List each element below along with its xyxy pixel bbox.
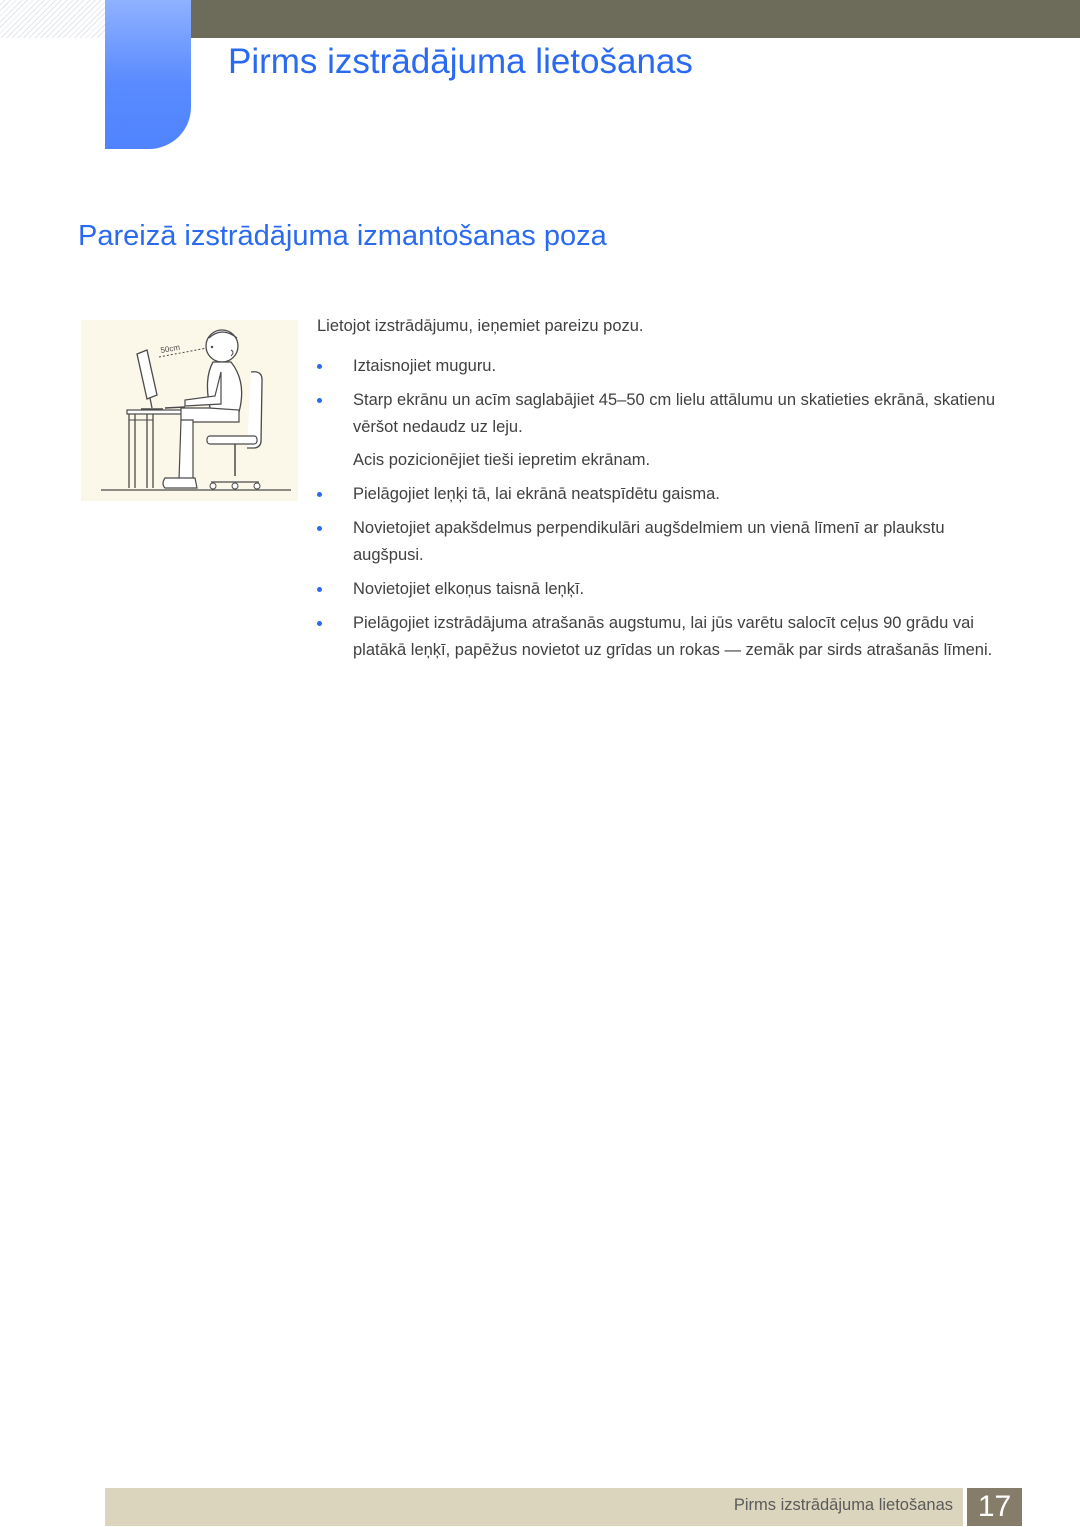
header-bar [190, 0, 1080, 38]
list-item [317, 353, 1007, 380]
bullet-icon [317, 526, 322, 531]
bullet-icon [317, 364, 322, 369]
list-item [317, 515, 1007, 569]
list-item-text: Iztaisnojiet muguru. [353, 357, 497, 375]
list-item-text: Pielāgojiet leņķi tā, lai ekrānā neatspīdētu gaisma. [353, 485, 720, 503]
distance-label: 50cm [159, 342, 181, 355]
posture-instructions [317, 313, 1007, 671]
bullet-icon [317, 398, 322, 403]
chair-wheel-right [254, 483, 260, 489]
list-item [317, 610, 1007, 664]
list-item [317, 481, 1007, 508]
header-hatch-decoration [0, 0, 105, 38]
chapter-title: Pirms izstrādājuma lietošanas [228, 42, 693, 81]
chapter-tab-decoration [105, 0, 191, 149]
bullet-icon [317, 492, 322, 497]
person-lower-leg [179, 420, 193, 480]
list-item-text: Novietojiet elkoņus taisnā leņķī. [353, 580, 585, 598]
list-item [317, 387, 1007, 474]
footer-bar [105, 1488, 963, 1526]
page-number: 17 [967, 1488, 1022, 1526]
section-title: Pareizā izstrādājuma izmantošanas poza [78, 220, 607, 252]
bullet-list [317, 353, 1007, 664]
list-item-text: Pielāgojiet izstrādājuma atrašanās augstumu, lai jūs varētu salocīt ceļus 90 grādu vai platākā leņķī, papēžus novietot uz grīdas un rokas — zemāk par sirds atrašanās līmeni. [353, 614, 993, 659]
monitor-screen [137, 350, 157, 399]
intro-text: Lietojot izstrādājumu, ieņemiet pareizu pozu. [317, 317, 644, 335]
chair-wheel-left [210, 483, 216, 489]
person-eye [211, 346, 213, 348]
list-item-text: Starp ekrānu un acīm saglabājiet 45–50 cm lielu attālumu un skatieties ekrānā, skatienu vēršot nedaudz uz leju. [353, 391, 996, 436]
footer-chapter-label: Pirms izstrādājuma lietošanas [733, 1496, 953, 1514]
list-item [317, 576, 1007, 603]
posture-illustration [81, 320, 298, 501]
chair-seat [207, 436, 257, 444]
list-item-subtext: Acis pozicionējiet tieši iepretim ekrānam. [353, 451, 651, 469]
chair-wheel-mid [232, 483, 238, 489]
monitor-stand [150, 398, 152, 408]
person-foot [163, 478, 197, 488]
posture-drawing [81, 320, 298, 501]
bullet-icon [317, 621, 322, 626]
list-item-text: Novietojiet apakšdelmus perpendikulāri augšdelmiem un vienā līmenī ar plaukstu augšpusi. [353, 519, 945, 564]
bullet-icon [317, 587, 322, 592]
